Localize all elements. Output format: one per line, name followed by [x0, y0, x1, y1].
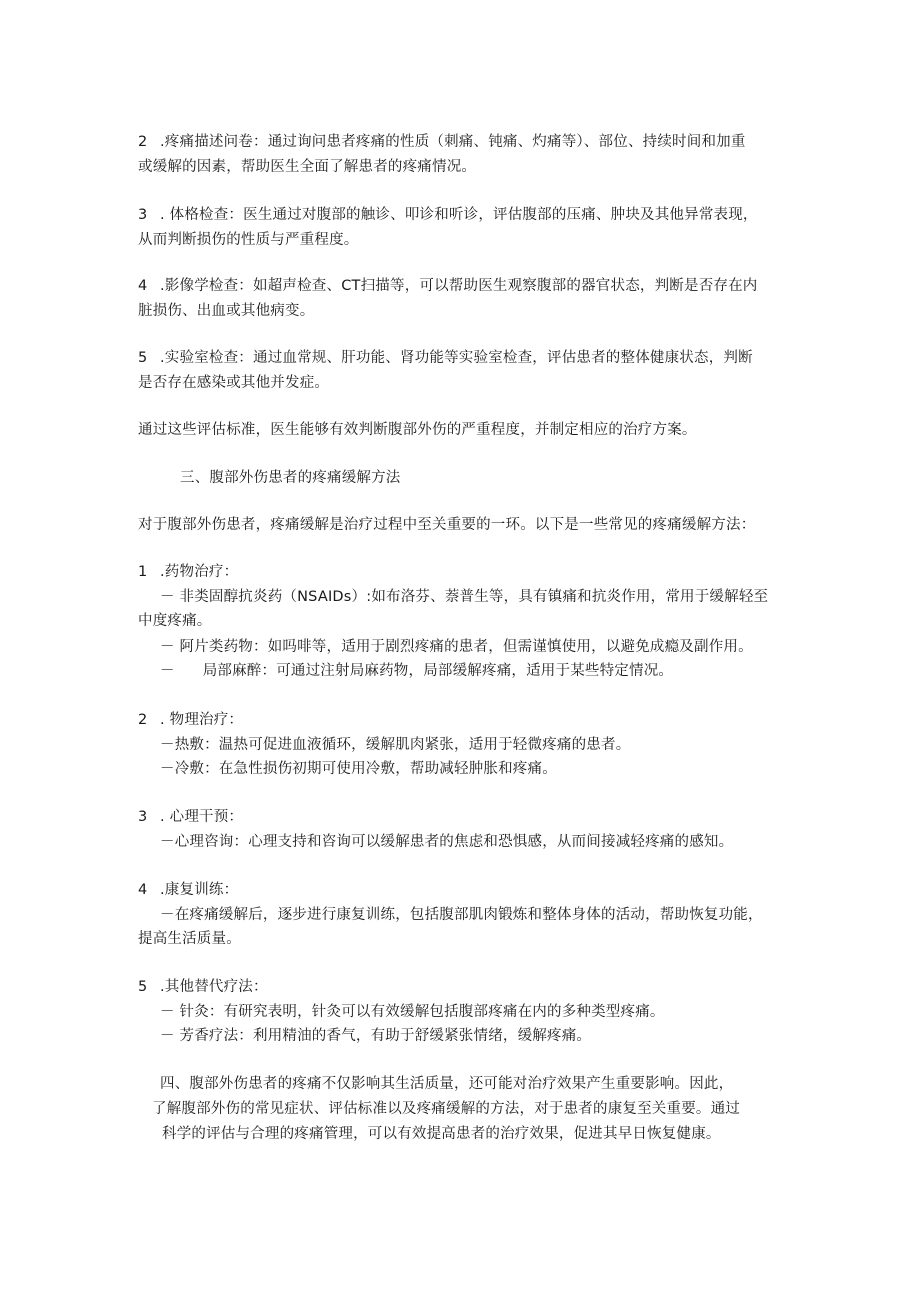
assessment-item-2-line-1 [138, 132, 746, 152]
method-title: .药物治疗： [160, 564, 239, 580]
assessment-item-3-line-1 [138, 205, 758, 225]
assessment-item-5-line-2: 是否存在感染或其他并发症。 [138, 375, 330, 391]
method-4-rehab-line-2: 提高生活质量。 [138, 931, 241, 947]
section-4-line-3: 科学的评估与合理的疼痛管理，可以有效提高患者的治疗效果，促进其早日恢复健康。 [162, 1126, 721, 1142]
item-number: 2 [138, 134, 148, 150]
method-number: 5 [138, 979, 148, 995]
dash: － [160, 663, 175, 679]
method-1-title [138, 562, 238, 582]
item-number: 5 [138, 350, 148, 366]
method-title: .康复训练： [160, 882, 239, 898]
method-1-local-anesthesia [160, 661, 673, 681]
method-2-title [138, 710, 243, 730]
method-text: 局部麻醉：可通过注射局麻药物，局部缓解疼痛，适用于某些特定情况。 [202, 663, 674, 679]
method-2-cold: －冷敷：在急性损伤初期可使用冷敷，帮助减轻肿胀和疼痛。 [160, 761, 557, 777]
method-5-acupuncture: － 针灸：有研究表明，针灸可以有效缓解包括腹部疼痛在内的多种类型疼痛。 [160, 1004, 665, 1020]
item-text: .影像学检查：如超声检查、CT扫描等，可以帮助医生观察腹部的器官状态，判断是否存在内 [160, 278, 758, 294]
assessment-item-3-line-2: 从而判断损伤的性质与严重程度。 [138, 232, 359, 248]
method-title: . 物理治疗： [160, 712, 244, 728]
method-4-title [138, 880, 238, 900]
item-text: . 体格检查：医生通过对腹部的触诊、叩诊和听诊，评估腹部的压痛、肿块及其他异常表现， [160, 207, 758, 223]
section-4-line-2: 了解腹部外伤的常见症状、评估标准以及疼痛缓解的方法，对于患者的康复至关重要。通过 [152, 1101, 740, 1117]
method-4-rehab-line-1: －在疼痛缓解后，逐步进行康复训练，包括腹部肌肉锻炼和整体身体的活动，帮助恢复功能， [160, 907, 763, 923]
method-5-title [138, 977, 268, 997]
method-title: . 心理干预： [160, 809, 244, 825]
method-3-counseling: －心理咨询：心理支持和咨询可以缓解患者的焦虑和恐惧感，从而间接减轻疼痛的感知。 [160, 834, 734, 850]
method-1-opioids: － 阿片类药物：如吗啡等，适用于剧烈疼痛的患者，但需谨慎使用，以避免成瘾及副作用。 [160, 639, 753, 655]
section-3-intro: 对于腹部外伤患者，疼痛缓解是治疗过程中至关重要的一环。以下是一些常见的疼痛缓解方法： [138, 517, 756, 533]
assessment-item-5-line-1 [138, 348, 753, 368]
section-3-heading: 三、腹部外伤患者的疼痛缓解方法 [180, 470, 401, 486]
item-text: .实验室检查：通过血常规、肝功能、肾功能等实验室检查，评估患者的整体健康状态，判断 [160, 350, 753, 366]
assessment-item-4-line-2: 脏损伤、出血或其他病变。 [138, 303, 315, 319]
method-1-nsaids-line-1: － 非类固醇抗炎药（NSAIDs）:如布洛芬、萘普生等，具有镇痛和抗炎作用，常用于缓解轻至 [160, 589, 769, 605]
item-number: 3 [138, 207, 148, 223]
method-number: 1 [138, 564, 148, 580]
item-number: 4 [138, 278, 148, 294]
assessment-item-2-line-2: 或缓解的因素，帮助医生全面了解患者的疼痛情况。 [138, 159, 477, 175]
section-4-line-1: 四、腹部外伤患者的疼痛不仅影响其生活质量，还可能对治疗效果产生重要影响。因此， [160, 1076, 734, 1092]
assessment-item-4-line-1 [138, 276, 758, 296]
method-5-aromatherapy: － 芳香疗法：利用精油的香气，有助于舒缓紧张情绪，缓解疼痛。 [160, 1028, 592, 1044]
method-title: .其他替代疗法： [160, 979, 268, 995]
method-1-nsaids-line-2: 中度疼痛。 [138, 613, 212, 629]
method-3-title [138, 807, 243, 827]
method-number: 2 [138, 712, 148, 728]
method-number: 4 [138, 882, 148, 898]
method-2-heat: －热敷：温热可促进血液循环，缓解肌肉紧张，适用于轻微疼痛的患者。 [160, 737, 631, 753]
assessment-summary: 通过这些评估标准，医生能够有效判断腹部外伤的严重程度，并制定相应的治疗方案。 [138, 422, 697, 438]
method-number: 3 [138, 809, 148, 825]
item-text: .疼痛描述问卷：通过询问患者疼痛的性质（刺痛、钝痛、灼痛等）、部位、持续时间和加重 [160, 134, 746, 150]
